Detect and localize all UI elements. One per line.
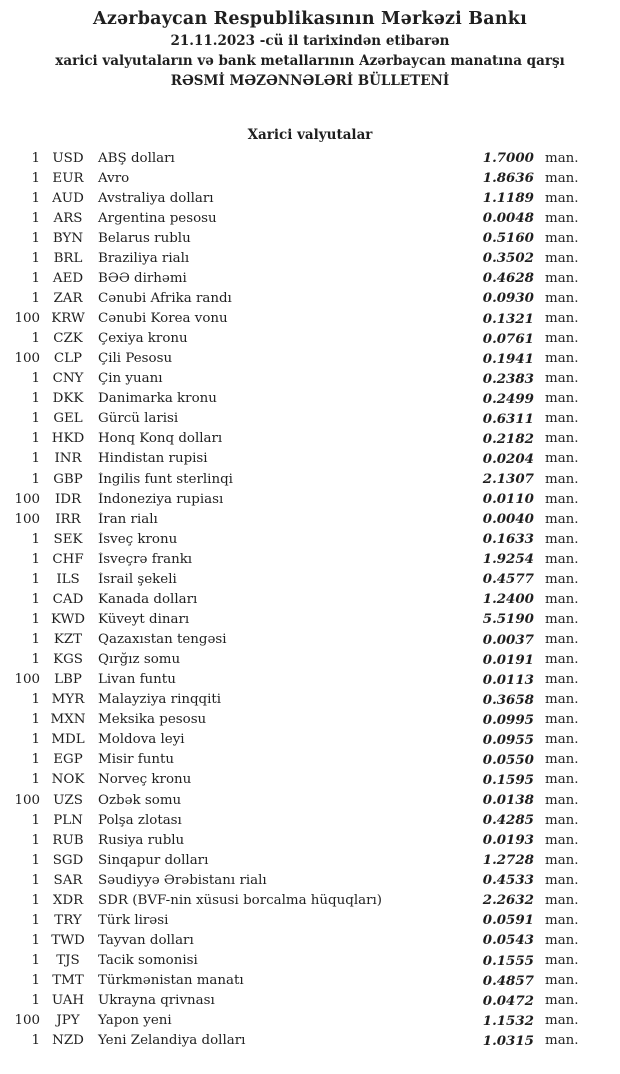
exchange-rate: 1.8636: [482, 170, 534, 187]
unit-label: man.: [545, 973, 579, 989]
currency-name: Yeni Zelandiya dolları: [98, 1033, 246, 1049]
table-row: [0, 469, 620, 489]
unit-label: man.: [545, 311, 579, 327]
currency-code: HKD: [51, 431, 85, 447]
exchange-rate: 0.0591: [482, 912, 534, 929]
currency-code: ZAR: [53, 290, 83, 306]
row-quantity: 1: [31, 230, 40, 246]
exchange-rate: 2.1307: [482, 471, 534, 488]
currency-name: Küveyt dinarı: [98, 611, 190, 627]
exchange-rate: 1.1532: [482, 1012, 534, 1029]
unit-label: man.: [545, 511, 579, 527]
exchange-rate: 0.0191: [482, 651, 534, 668]
currency-name: Argentina pesosu: [98, 210, 217, 226]
unit-label: man.: [545, 852, 579, 868]
exchange-rate: 0.0550: [482, 751, 534, 768]
currency-code: XDR: [52, 892, 84, 908]
unit-label: man.: [545, 692, 579, 708]
row-quantity: 1: [31, 571, 40, 587]
unit-label: man.: [545, 812, 579, 828]
row-quantity: 100: [14, 491, 40, 507]
table-row: [0, 670, 620, 690]
row-quantity: 1: [31, 551, 40, 567]
row-quantity: 1: [31, 852, 40, 868]
table-row: [0, 770, 620, 790]
currency-name: SDR (BVF-nin xüsusi borcalma hüquqları): [98, 892, 382, 908]
table-row: [0, 489, 620, 509]
exchange-rate: 0.0955: [482, 731, 534, 748]
exchange-rate: 0.0110: [482, 491, 534, 508]
row-quantity: 1: [31, 531, 40, 547]
unit-label: man.: [545, 531, 579, 547]
currency-code: BRL: [53, 250, 83, 266]
exchange-rate: 0.0048: [482, 210, 534, 227]
unit-label: man.: [545, 250, 579, 266]
bank-name-title: Azərbaycan Respublikasının Mərkəzi Bankı: [93, 9, 527, 29]
currency-name: Səudiyyə Ərəbistanı rialı: [98, 872, 267, 888]
currency-code: BYN: [52, 230, 84, 246]
unit-label: man.: [545, 912, 579, 928]
currency-code: GBP: [53, 471, 83, 487]
exchange-rate: 0.0472: [482, 992, 534, 1009]
unit-label: man.: [545, 270, 579, 286]
table-row: [0, 529, 620, 549]
currency-code: JPY: [56, 1013, 80, 1029]
row-quantity: 1: [31, 391, 40, 407]
unit-label: man.: [545, 672, 579, 688]
exchange-rate: 0.0995: [482, 711, 534, 728]
currency-name: Tacik somonisi: [98, 953, 198, 969]
exchange-rate: 0.0193: [482, 832, 534, 849]
currency-code: MXN: [50, 712, 86, 728]
table-row: [0, 609, 620, 629]
currency-code: NOK: [51, 772, 85, 788]
table-row: [0, 750, 620, 770]
currency-code: MDL: [51, 732, 85, 748]
table-row: [0, 549, 620, 569]
currency-code: IDR: [54, 491, 82, 507]
currency-name: İsveçrə frankı: [98, 551, 193, 567]
table-row: [0, 991, 620, 1011]
row-quantity: 1: [31, 752, 40, 768]
row-quantity: 1: [31, 471, 40, 487]
row-quantity: 100: [14, 311, 40, 327]
row-quantity: 1: [31, 692, 40, 708]
exchange-rate: 0.0040: [482, 511, 534, 528]
currency-name: Cənubi Korea vonu: [98, 311, 228, 327]
unit-label: man.: [545, 491, 579, 507]
currency-code: SGD: [52, 852, 84, 868]
table-row: [0, 349, 620, 369]
row-quantity: 1: [31, 150, 40, 166]
row-quantity: 1: [31, 591, 40, 607]
exchange-rate: 0.0543: [482, 932, 534, 949]
currency-code: INR: [54, 451, 82, 467]
currency-name: Kanada dolları: [98, 591, 198, 607]
unit-label: man.: [545, 993, 579, 1009]
unit-label: man.: [545, 712, 579, 728]
unit-label: man.: [545, 892, 579, 908]
unit-label: man.: [545, 210, 579, 226]
currency-code: GEL: [53, 411, 83, 427]
currency-code: PLN: [53, 812, 83, 828]
currency-name: Gürcü larisi: [98, 411, 179, 427]
row-quantity: 1: [31, 270, 40, 286]
unit-label: man.: [545, 832, 579, 848]
row-quantity: 1: [31, 993, 40, 1009]
currency-code: KWD: [50, 611, 86, 627]
bulletin-subtitle: xarici valyutaların və bank metallarının Azərbaycan manatına qarşı: [55, 53, 565, 69]
table-row: [0, 309, 620, 329]
unit-label: man.: [545, 732, 579, 748]
currency-name: Danimarka kronu: [98, 391, 217, 407]
exchange-rate: 0.2499: [482, 390, 534, 407]
table-row: [0, 850, 620, 870]
table-row: [0, 409, 620, 429]
currency-name: ABŞ dolları: [98, 150, 175, 166]
currency-name: Moldova leyi: [98, 732, 185, 748]
table-row: [0, 951, 620, 971]
exchange-rate: 0.1941: [482, 350, 534, 367]
currency-code: KGS: [53, 652, 83, 668]
exchange-rate: 0.3502: [482, 250, 534, 267]
currency-name: Çili Pesosu: [98, 351, 173, 367]
row-quantity: 1: [31, 812, 40, 828]
table-row: [0, 890, 620, 910]
table-row: [0, 630, 620, 650]
unit-label: man.: [545, 471, 579, 487]
currency-code: AED: [52, 270, 84, 286]
unit-label: man.: [545, 632, 579, 648]
row-quantity: 1: [31, 892, 40, 908]
unit-label: man.: [545, 391, 579, 407]
table-row: [0, 910, 620, 930]
table-row: [0, 148, 620, 168]
unit-label: man.: [545, 431, 579, 447]
table-row: [0, 369, 620, 389]
exchange-rate: 0.1633: [482, 531, 534, 548]
exchange-rate: 0.0930: [482, 290, 534, 307]
table-row: [0, 268, 620, 288]
currency-code: CAD: [52, 591, 84, 607]
unit-label: man.: [545, 611, 579, 627]
currency-code: CZK: [53, 331, 83, 347]
table-row: [0, 228, 620, 248]
currency-code: CNY: [52, 371, 84, 387]
row-quantity: 1: [31, 652, 40, 668]
row-quantity: 100: [14, 351, 40, 367]
exchange-rate: 1.7000: [482, 150, 534, 167]
currency-name: Braziliya rialı: [98, 250, 190, 266]
currency-name: İran rialı: [98, 511, 158, 527]
table-row: [0, 730, 620, 750]
row-quantity: 1: [31, 290, 40, 306]
unit-label: man.: [545, 571, 579, 587]
row-quantity: 1: [31, 953, 40, 969]
currency-code: MYR: [51, 692, 85, 708]
unit-label: man.: [545, 150, 579, 166]
currency-name: Qazaxıstan tengəsi: [98, 632, 227, 648]
row-quantity: 100: [14, 1013, 40, 1029]
currency-code: ILS: [56, 571, 80, 587]
row-quantity: 1: [31, 611, 40, 627]
exchange-rate: 0.1555: [482, 952, 534, 969]
table-row: [0, 690, 620, 710]
currency-code: CLP: [53, 351, 83, 367]
exchange-rate: 0.0761: [482, 330, 534, 347]
table-row: [0, 870, 620, 890]
row-quantity: 1: [31, 190, 40, 206]
table-row: [0, 168, 620, 188]
table-row: [0, 710, 620, 730]
currency-code: LBP: [54, 672, 82, 688]
currency-name: Cənubi Afrika randı: [98, 290, 232, 306]
exchange-rate: 0.6311: [482, 410, 534, 427]
currency-code: SAR: [53, 872, 83, 888]
currency-name: Özbək somu: [98, 792, 182, 808]
table-row: [0, 248, 620, 268]
exchange-rate: 0.0204: [482, 450, 534, 467]
table-row: [0, 288, 620, 308]
unit-label: man.: [545, 652, 579, 668]
currency-name: Polşa zlotası: [98, 812, 182, 828]
unit-label: man.: [545, 872, 579, 888]
currency-name: Tayvan dolları: [98, 932, 194, 948]
row-quantity: 1: [31, 712, 40, 728]
unit-label: man.: [545, 1013, 579, 1029]
currency-code: DKK: [52, 391, 84, 407]
table-row: [0, 971, 620, 991]
exchange-rate: 0.4285: [482, 812, 534, 829]
currency-name: İndoneziya rupiası: [98, 491, 224, 507]
currency-name: Hindistan rupisi: [98, 451, 208, 467]
currency-name: Livan funtu: [98, 672, 176, 688]
unit-label: man.: [545, 351, 579, 367]
unit-label: man.: [545, 371, 579, 387]
table-row: [0, 1011, 620, 1031]
section-title-foreign-currencies: Xarici valyutalar: [247, 127, 373, 143]
row-quantity: 1: [31, 772, 40, 788]
exchange-rate: 1.0315: [482, 1032, 534, 1049]
exchange-rates-table: [0, 148, 620, 1051]
row-quantity: 1: [31, 451, 40, 467]
unit-label: man.: [545, 792, 579, 808]
row-quantity: 1: [31, 170, 40, 186]
exchange-rate: 0.2182: [482, 430, 534, 447]
table-row: [0, 1031, 620, 1051]
currency-name: Rusiya rublu: [98, 832, 185, 848]
exchange-rate: 1.9254: [482, 551, 534, 568]
exchange-rate: 5.5190: [482, 611, 534, 628]
exchange-rate: 0.0113: [482, 671, 534, 688]
row-quantity: 1: [31, 371, 40, 387]
unit-label: man.: [545, 953, 579, 969]
exchange-rate: 2.2632: [482, 892, 534, 909]
currency-code: TRY: [54, 912, 82, 928]
currency-name: Norveç kronu: [98, 772, 192, 788]
currency-code: UAH: [51, 993, 85, 1009]
table-row: [0, 830, 620, 850]
currency-name: Qırğız somu: [98, 652, 181, 668]
unit-label: man.: [545, 591, 579, 607]
currency-code: ARS: [53, 210, 83, 226]
exchange-rate: 1.1189: [482, 190, 534, 207]
currency-name: Sinqapur dolları: [98, 852, 209, 868]
unit-label: man.: [545, 551, 579, 567]
unit-label: man.: [545, 752, 579, 768]
unit-label: man.: [545, 331, 579, 347]
currency-name: BƏƏ dirhəmi: [98, 270, 187, 286]
bulletin-title: RƏSMİ MƏZƏNNƏLƏRİ BÜLLETENİ: [170, 73, 450, 89]
row-quantity: 1: [31, 632, 40, 648]
currency-name: İsrail şekeli: [98, 571, 177, 587]
row-quantity: 1: [31, 331, 40, 347]
table-row: [0, 429, 620, 449]
exchange-rate: 1.2728: [482, 852, 534, 869]
unit-label: man.: [545, 1033, 579, 1049]
currency-name: Belarus rublu: [98, 230, 191, 246]
currency-name: Meksika pesosu: [98, 712, 207, 728]
exchange-rate: 0.0037: [482, 631, 534, 648]
currency-code: KZT: [53, 632, 83, 648]
currency-code: TMT: [52, 973, 84, 989]
currency-code: NZD: [52, 1033, 84, 1049]
row-quantity: 100: [14, 672, 40, 688]
currency-name: Honq Konq dolları: [98, 431, 223, 447]
currency-name: Avro: [98, 170, 130, 186]
exchange-rate: 0.1321: [482, 310, 534, 327]
currency-code: TJS: [56, 953, 80, 969]
table-row: [0, 329, 620, 349]
row-quantity: 1: [31, 250, 40, 266]
currency-code: TWD: [51, 932, 85, 948]
unit-label: man.: [545, 411, 579, 427]
exchange-rate: 0.1595: [482, 771, 534, 788]
currency-name: İsveç kronu: [98, 531, 178, 547]
currency-code: UZS: [53, 792, 83, 808]
table-row: [0, 589, 620, 609]
exchange-rate: 0.5160: [482, 230, 534, 247]
row-quantity: 1: [31, 973, 40, 989]
currency-name: Misir funtu: [98, 752, 175, 768]
table-row: [0, 650, 620, 670]
unit-label: man.: [545, 772, 579, 788]
currency-name: Çexiya kronu: [98, 331, 188, 347]
table-row: [0, 569, 620, 589]
exchange-rate: 1.2400: [482, 591, 534, 608]
exchange-rate: 0.0138: [482, 792, 534, 809]
exchange-rate: 0.3658: [482, 691, 534, 708]
row-quantity: 1: [31, 411, 40, 427]
row-quantity: 1: [31, 431, 40, 447]
effective-date-line: 21.11.2023 -cü il tarixindən etibarən: [170, 33, 450, 49]
unit-label: man.: [545, 290, 579, 306]
table-row: [0, 930, 620, 950]
currency-code: CHF: [52, 551, 84, 567]
currency-name: Yapon yeni: [98, 1013, 172, 1029]
currency-code: EGP: [53, 752, 83, 768]
currency-code: RUB: [52, 832, 84, 848]
exchange-rate: 0.2383: [482, 370, 534, 387]
currency-name: Ukrayna qrivnası: [98, 993, 215, 1009]
row-quantity: 100: [14, 792, 40, 808]
exchange-rate: 0.4628: [482, 270, 534, 287]
currency-name: İngilis funt sterlinqi: [98, 471, 233, 487]
row-quantity: 1: [31, 1033, 40, 1049]
row-quantity: 1: [31, 210, 40, 226]
unit-label: man.: [545, 932, 579, 948]
currency-code: SEK: [53, 531, 83, 547]
unit-label: man.: [545, 230, 579, 246]
currency-name: Çin yuanı: [98, 371, 163, 387]
currency-code: IRR: [55, 511, 81, 527]
bulletin-header: [0, 0, 620, 91]
table-row: [0, 449, 620, 469]
row-quantity: 1: [31, 872, 40, 888]
unit-label: man.: [545, 451, 579, 467]
table-row: [0, 810, 620, 830]
currency-code: EUR: [52, 170, 84, 186]
table-row: [0, 509, 620, 529]
currency-name: Malayziya rinqqiti: [98, 692, 222, 708]
currency-code: KRW: [51, 311, 85, 327]
exchange-rate: 0.4577: [482, 571, 534, 588]
currency-code: AUD: [52, 190, 84, 206]
unit-label: man.: [545, 190, 579, 206]
currency-code: USD: [52, 150, 84, 166]
row-quantity: 1: [31, 912, 40, 928]
table-row: [0, 208, 620, 228]
row-quantity: 1: [31, 732, 40, 748]
table-row: [0, 389, 620, 409]
exchange-rate: 0.4533: [482, 872, 534, 889]
unit-label: man.: [545, 170, 579, 186]
row-quantity: 1: [31, 832, 40, 848]
currency-name: Türkmənistan manatı: [98, 973, 244, 989]
table-row: [0, 790, 620, 810]
currency-name: Türk lirəsi: [98, 912, 169, 928]
table-row: [0, 188, 620, 208]
currency-name: Avstraliya dolları: [98, 190, 214, 206]
row-quantity: 100: [14, 511, 40, 527]
row-quantity: 1: [31, 932, 40, 948]
exchange-rate: 0.4857: [482, 972, 534, 989]
